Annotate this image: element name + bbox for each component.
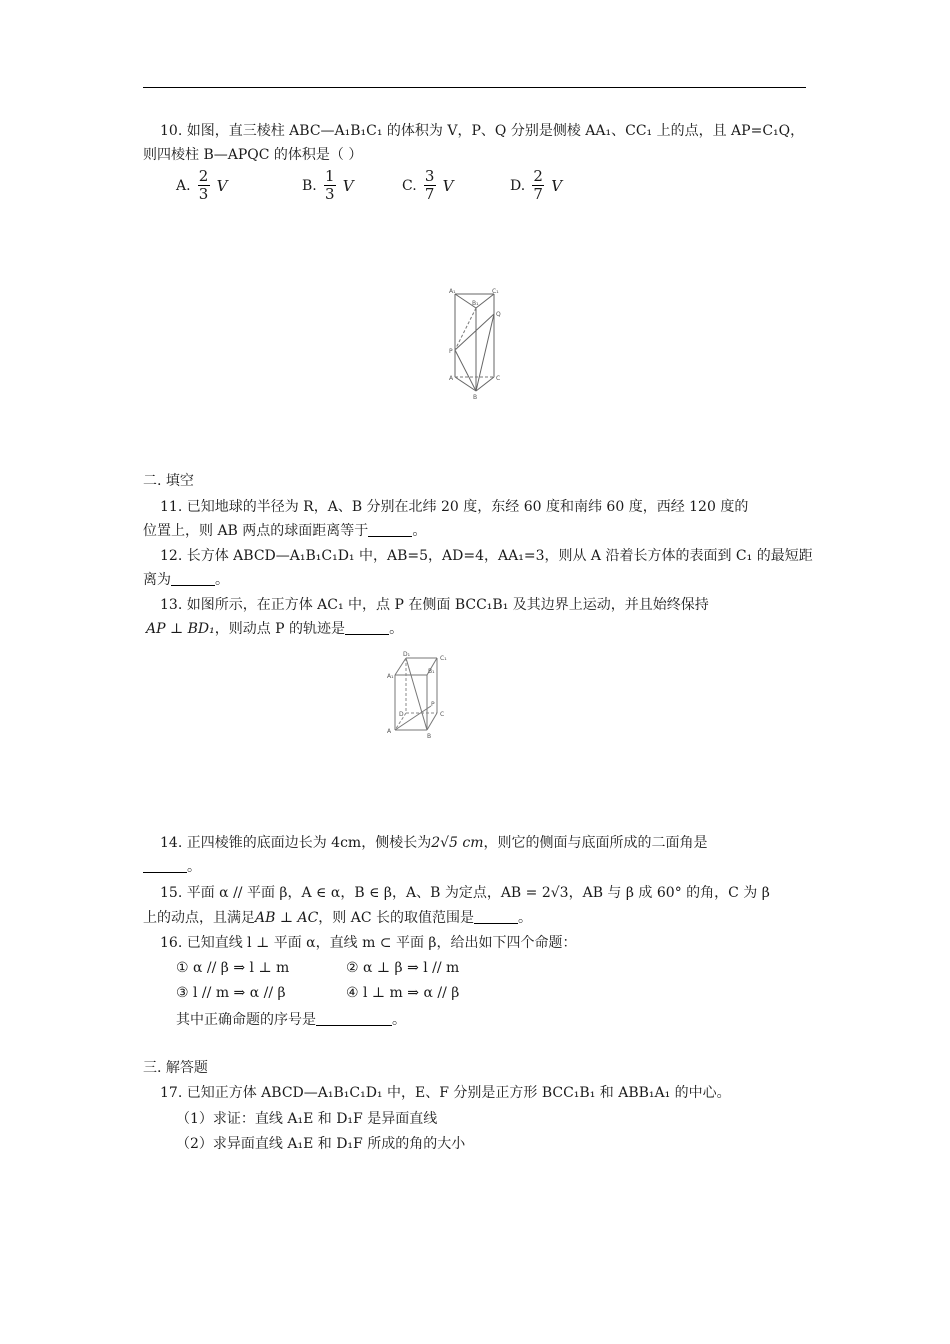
- answer-blank[interactable]: [316, 1011, 392, 1026]
- q16-prop-3: ③ l // m ⇒ α // β: [176, 985, 286, 1001]
- fraction: $\frac{2}{7}$: [533, 167, 543, 203]
- label-b1: B₁: [428, 668, 435, 675]
- q15-text-b: ，则 AC 长的取值范围是: [318, 910, 475, 926]
- choice-label: B.: [302, 177, 317, 194]
- q15-text-line1: 15. 平面 α // 平面 β，A ∈ α，B ∈ β，A、B 为定点，AB = 2√3，AB 与 β 成 60° 的角，C 为 β: [160, 885, 770, 901]
- q16-text-line1: 16. 已知直线 l ⊥ 平面 α，直线 m ⊂ 平面 β，给出如下四个命题：: [160, 935, 577, 951]
- header-rule: [143, 87, 806, 88]
- section3-heading: 三. 解答题: [143, 1060, 208, 1076]
- q15-text-a: 上的动点，且满足: [143, 910, 255, 926]
- label-d1: D₁: [403, 651, 411, 658]
- q16-tail-text: 其中正确命题的序号是: [176, 1012, 316, 1028]
- q11-text-line1: 11. 已知地球的半径为 R，A、B 分别在北纬 20 度，东经 60 度和南纬 60 度，西经 120 度的: [160, 499, 749, 515]
- label-c: C: [496, 375, 501, 382]
- q13-math: AP ⊥ BD₁: [146, 621, 215, 637]
- cuboid-figure: [385, 648, 455, 740]
- label-b1: B₁: [472, 300, 479, 307]
- label-a: A: [449, 375, 454, 382]
- q14-text-a: 14. 正四棱锥的底面边长为 4cm，侧棱长为: [160, 835, 432, 851]
- period: 。: [392, 1012, 406, 1028]
- q16-prop-4: ④ l ⊥ m ⇒ α // β: [346, 985, 460, 1001]
- label-b: B: [473, 394, 478, 401]
- q10-choice-b[interactable]: [302, 168, 354, 203]
- label-c: C: [440, 711, 445, 718]
- q16-tail: [176, 1010, 406, 1030]
- label-p: P: [449, 348, 453, 355]
- q10-choice-d[interactable]: [510, 168, 562, 203]
- choice-label: C.: [402, 177, 417, 194]
- q13-text: ，则动点 P 的轨迹是: [214, 621, 346, 637]
- label-d: D: [399, 711, 404, 718]
- q15-text-line2: [143, 908, 532, 928]
- fraction: $\frac{2}{3}$: [198, 167, 209, 203]
- q14-text-line1: [160, 833, 708, 853]
- q10-text-line1: 10. 如图，直三棱柱 ABC—A₁B₁C₁ 的体积为 V，P、Q 分别是侧棱 AA₁、CC₁ 上的点，且 AP=C₁Q，: [160, 123, 805, 139]
- q12-text-line1: 12. 长方体 ABCD—A₁B₁C₁D₁ 中，AB=5，AD=4，AA₁=3，则从 A 沿着长方体的表面到 C₁ 的最短距: [160, 548, 813, 564]
- q16-prop-1: ① α // β ⇒ l ⊥ m: [176, 960, 290, 976]
- label-a: A: [387, 728, 392, 735]
- variable: V: [551, 176, 563, 195]
- label-c1: C₁: [440, 655, 447, 662]
- q14-text-line2: [143, 857, 201, 877]
- q10-choice-a[interactable]: [176, 168, 227, 203]
- q12-text: 离为: [143, 572, 171, 588]
- q11-text-line2: [143, 521, 426, 541]
- period: 。: [389, 621, 404, 637]
- q16-prop-2: ② α ⊥ β ⇒ l // m: [346, 960, 460, 976]
- choice-label: A.: [176, 177, 191, 194]
- label-b: B: [427, 733, 432, 740]
- q13-text-line2: [146, 619, 403, 639]
- label-q: Q: [496, 311, 501, 318]
- fraction: $\frac{1}{3}$: [324, 167, 335, 203]
- q14-text-b: ，则它的侧面与底面所成的二面角是: [483, 835, 708, 851]
- q11-text: 位置上，则 AB 两点的球面距离等于: [143, 523, 369, 539]
- label-c1: C₁: [492, 288, 499, 295]
- variable: V: [442, 176, 454, 195]
- q12-text-line2: [143, 570, 229, 590]
- q17-part2: （2）求异面直线 A₁E 和 D₁F 所成的角的大小: [176, 1136, 466, 1152]
- fraction: $\frac{3}{7}$: [424, 167, 435, 203]
- period: 。: [518, 910, 533, 926]
- period: 。: [412, 523, 427, 539]
- answer-blank[interactable]: [368, 522, 412, 537]
- q17-text-line1: 17. 已知正方体 ABCD—A₁B₁C₁D₁ 中，E、F 分别是正方形 BCC₁B₁ 和 ABB₁A₁ 的中心。: [160, 1085, 731, 1101]
- period: 。: [187, 859, 201, 875]
- answer-blank[interactable]: [143, 858, 187, 873]
- label-p: P: [431, 701, 435, 708]
- choice-label: D.: [510, 177, 526, 194]
- q10-text-line2: 则四棱柱 B—APQC 的体积是（ ）: [143, 147, 363, 163]
- q14-math: 2√5 cm: [431, 835, 484, 851]
- prism-figure: [440, 284, 510, 404]
- answer-blank[interactable]: [474, 909, 518, 924]
- q17-part1: （1）求证：直线 A₁E 和 D₁F 是异面直线: [176, 1111, 438, 1127]
- section2-heading: 二. 填空: [143, 473, 194, 489]
- period: 。: [215, 572, 229, 588]
- label-a1: A₁: [449, 288, 456, 295]
- q10-choice-c[interactable]: [402, 168, 454, 203]
- variable: V: [216, 176, 228, 195]
- answer-blank[interactable]: [345, 620, 389, 635]
- label-a1: A₁: [387, 673, 394, 680]
- q15-math: AB ⊥ AC: [255, 910, 319, 926]
- variable: V: [342, 176, 354, 195]
- answer-blank[interactable]: [171, 571, 215, 586]
- q13-text-line1: 13. 如图所示，在正方体 AC₁ 中，点 P 在侧面 BCC₁B₁ 及其边界上运动，并且始终保持: [160, 597, 709, 613]
